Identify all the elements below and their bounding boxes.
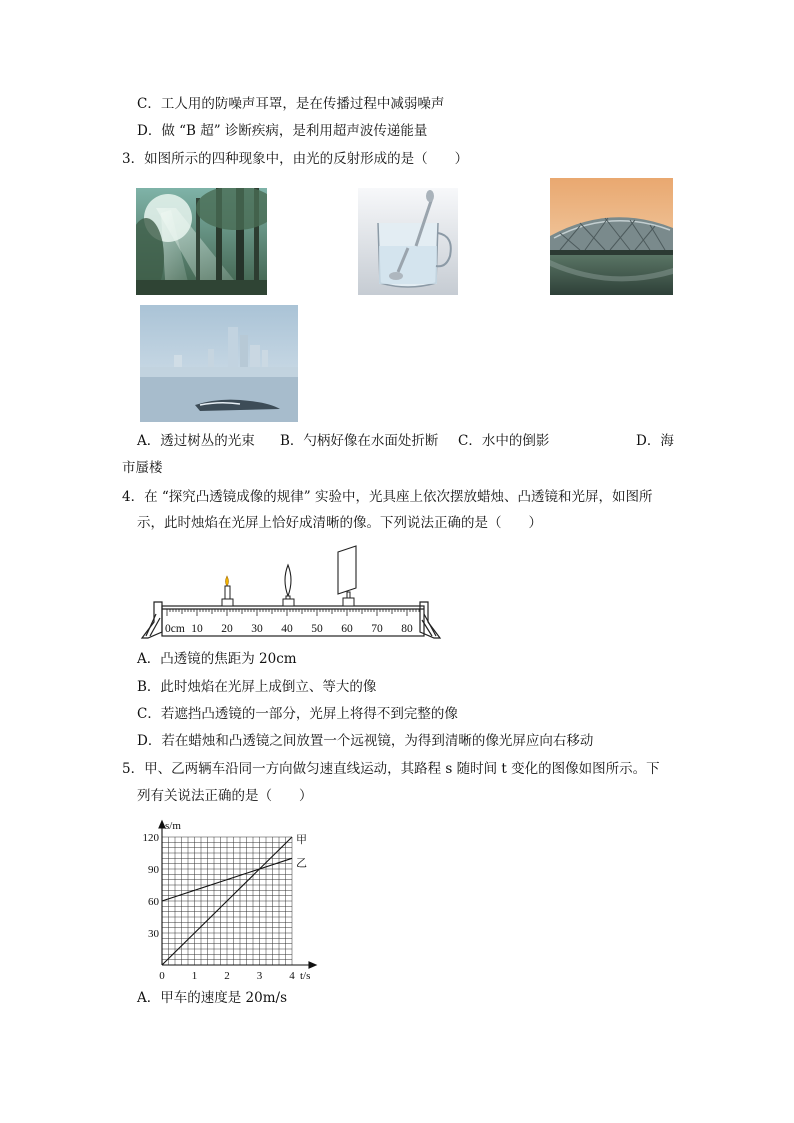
y-tick-label: 90 [148,864,159,876]
x-tick-label: 2 [224,970,230,982]
y-tick-label: 120 [142,832,159,844]
q3-stem: 3．如图所示的四种现象中，由光的反射形成的是（ ） [122,151,469,167]
y-tick-label: 60 [148,896,159,908]
bench-scale-label: 70 [371,623,383,635]
bench-scale-label: 50 [311,623,323,635]
q3-option-c: C．水中的倒影 [458,433,550,449]
q2-option-d: D．做 “B 超” 诊断疾病，是利用超声波传递能量 [137,123,428,139]
q3-option-a: A．透过树丛的光束 [137,433,255,449]
q4-stem-line-1: 4．在 “探究凸透镜成像的规律” 实验中，光具座上依次摆放蜡烛、凸透镜和光屏，如图所 [122,489,653,505]
optical-bench-diagram [138,542,444,642]
x-tick-label: 0 [159,970,165,982]
bench-scale-label: 60 [341,623,353,635]
x-axis-label: t/s [300,970,311,982]
series-label: 甲 [296,834,307,846]
series-label: 乙 [296,857,307,870]
bench-scale-label: 0cm [165,623,185,635]
candle-icon [222,576,233,606]
q4-stem-line-2: 示，此时烛焰在光屏上恰好成清晰的像。下列说法正确的是（ ） [137,515,542,531]
x-tick-label: 1 [191,970,198,982]
mirage-city-image [140,305,298,422]
q4-option-d: D．若在蜡烛和凸透镜之间放置一个远视镜，为得到清晰的像光屏应向右移动 [137,733,594,749]
bench-scale-label: 10 [191,623,203,635]
forest-light-beams-image [136,188,267,295]
bench-scale-label: 80 [401,623,413,635]
q4-option-c: C．若遮挡凸透镜的一部分，光屏上将得不到完整的像 [137,706,458,722]
q4-option-b: B．此时烛焰在光屏上成倒立、等大的像 [137,679,377,695]
q5-stem-line-1: 5．甲、乙两辆车沿同一方向做匀速直线运动，其路程 s 随时间 t 变化的图像如图所示。下 [122,761,660,777]
q5-option-a: A．甲车的速度是 20m/s [137,990,287,1006]
q3-option-b: B．勺柄好像在水面处折断 [280,433,439,449]
x-tick-label: 4 [289,970,295,982]
q4-option-a: A．凸透镜的焦距为 20cm [137,651,297,667]
bench-scale-label: 30 [251,623,263,635]
y-tick-label: 30 [148,928,159,940]
bench-scale-label: 40 [281,623,293,635]
q3-option-d-continued: 市蜃楼 [122,460,163,476]
distance-time-chart [138,815,328,985]
q5-stem-line-2: 列有关说法正确的是（ ） [137,788,313,804]
q3-option-d: D．海 [636,433,674,449]
spoon-in-water-image [358,188,458,295]
y-axis-label: s/m [165,820,181,832]
x-tick-label: 3 [256,970,263,982]
birds-nest-reflection-image [550,178,673,295]
light-screen-icon [338,546,356,606]
convex-lens-icon [283,565,294,606]
bench-scale-label: 20 [221,623,233,635]
q2-option-c: C．工人用的防噪声耳罩，是在传播过程中减弱噪声 [137,96,445,112]
